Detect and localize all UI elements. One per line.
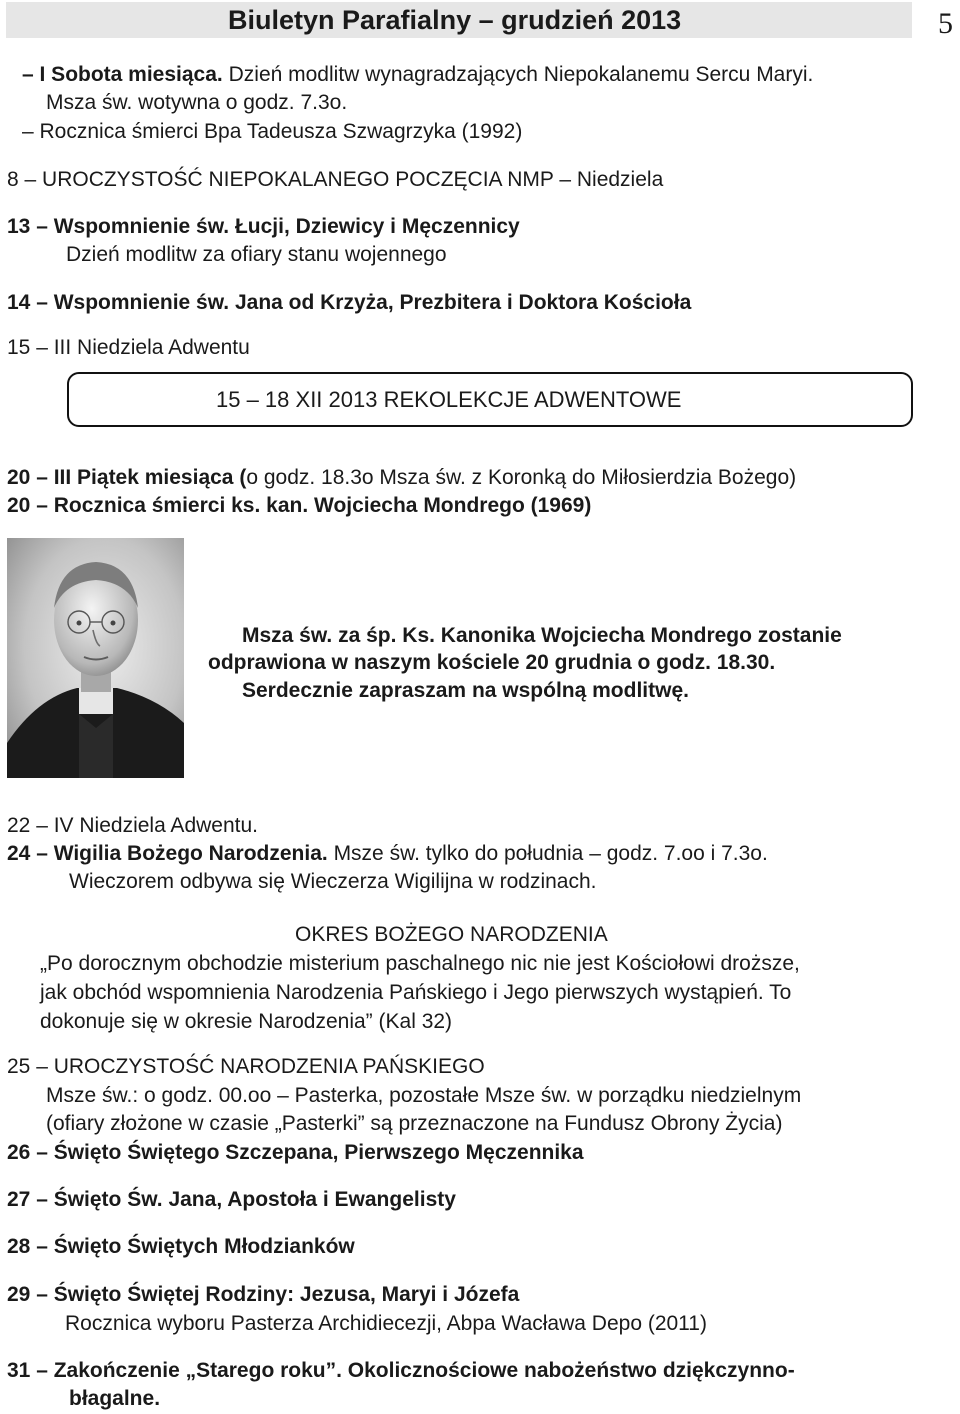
entry-christmas-eve — [7, 841, 768, 867]
page-number: 5 — [938, 7, 953, 40]
portrait-photo — [7, 538, 184, 778]
entry-third-friday-desc: o godz. 18.3o Msza św. z Koronką do Miłosierdzia Bożego) — [246, 466, 797, 489]
retreat-label: 15 – 18 XII 2013 REKOLEKCJE ADWENTOWE — [216, 387, 682, 412]
entry-nativity-offerings: (ofiary złożone w czasie „Pasterki” są przeznaczone na Fundusz Obrony Życia) — [46, 1112, 783, 1135]
entry-holy-innocents: 28 – Święto Świętych Młodzianków — [7, 1235, 355, 1258]
entry-third-friday — [7, 465, 796, 491]
entry-nativity-masses: Msze św.: o godz. 00.oo – Pasterka, pozostałe Msze św. w porządku niedzielnym — [46, 1084, 802, 1107]
entry-st-lucy: 13 – Wspomnienie św. Łucji, Dziewicy i Męczennicy — [7, 215, 520, 238]
bulletin-title: Biuletyn Parafialny – grudzień 2013 — [228, 5, 682, 35]
entry-archbishop-anniversary: Rocznica wyboru Pasterza Archidiecezji, Abpa Wacława Depo (2011) — [65, 1312, 707, 1335]
entry-first-saturday — [22, 62, 813, 88]
entry-holy-family: 29 – Święto Świętej Rodziny: Jezusa, Maryi i Józefa — [7, 1283, 520, 1306]
entry-st-john-apostle: 27 – Święto Św. Jana, Apostoła i Ewangelisty — [7, 1188, 456, 1211]
entry-nativity: 25 – UROCZYSTOŚĆ NARODZENIA PAŃSKIEGO — [7, 1055, 485, 1078]
quote-line-3: dokonuje się w okresie Narodzenia” (Kal 32) — [40, 1010, 453, 1033]
memorial-line-1: Msza św. za śp. Ks. Kanonika Wojciecha Mondrego zostanie — [242, 624, 842, 647]
entry-immaculate-conception: 8 – UROCZYSTOŚĆ NIEPOKALANEGO POCZĘCIA NMP – Niedziela — [7, 168, 664, 191]
memorial-line-3: Serdecznie zapraszam na wspólną modlitwę. — [242, 679, 689, 702]
entry-christmas-eve-supper: Wieczorem odbywa się Wieczerza Wigilijna w rodzinach. — [69, 870, 597, 893]
entry-st-john-of-the-cross: 14 – Wspomnienie św. Jana od Krzyża, Prezbitera i Doktora Kościoła — [7, 291, 692, 314]
entry-year-end: 31 – Zakończenie „Starego roku”. Okolicznościowe nabożeństwo dziękczynno- — [7, 1359, 795, 1382]
entry-bishop-anniversary: – Rocznica śmierci Bpa Tadeusza Szwagrzyka (1992) — [22, 120, 523, 143]
quote-line-1: „Po dorocznym obchodzie misterium paschalnego nic nie jest Kościołowi droższe, — [40, 952, 800, 975]
entry-christmas-eve-masses: Msze św. tylko do południa – godz. 7.oo i 7.3o. — [333, 842, 768, 865]
entry-third-advent-sunday: 15 – III Niedziela Adwentu — [7, 336, 250, 359]
memorial-line-2: odprawiona w naszym kościele 20 grudnia o godz. 18.30. — [208, 651, 776, 674]
entry-votive-mass: Msza św. wotywna o godz. 7.3o. — [46, 91, 348, 114]
quote-line-2: jak obchód wspomnienia Narodzenia Pańskiego i Jego pierwszych wystąpień. To — [40, 981, 792, 1004]
entry-third-friday-title: 20 – III Piątek miesiąca ( — [7, 466, 247, 489]
christmas-season-heading: OKRES BOŻEGO NARODZENIA — [295, 923, 608, 946]
entry-martial-law-prayer: Dzień modlitw za ofiary stanu wojennego — [66, 243, 447, 266]
entry-first-saturday-title: – I Sobota miesiąca. — [22, 63, 223, 86]
entry-first-saturday-desc: Dzień modlitw wynagradzających Niepokalanemu Sercu Maryi. — [228, 63, 814, 86]
entry-mondry-anniversary: 20 – Rocznica śmierci ks. kan. Wojciecha Mondrego (1969) — [7, 494, 592, 517]
entry-st-stephen: 26 – Święto Świętego Szczepana, Pierwszego Męczennika — [7, 1141, 584, 1164]
entry-fourth-advent-sunday: 22 – IV Niedziela Adwentu. — [7, 814, 258, 837]
entry-christmas-eve-title: 24 – Wigilia Bożego Narodzenia. — [7, 842, 328, 865]
entry-year-end-cont: błagalne. — [69, 1387, 161, 1410]
